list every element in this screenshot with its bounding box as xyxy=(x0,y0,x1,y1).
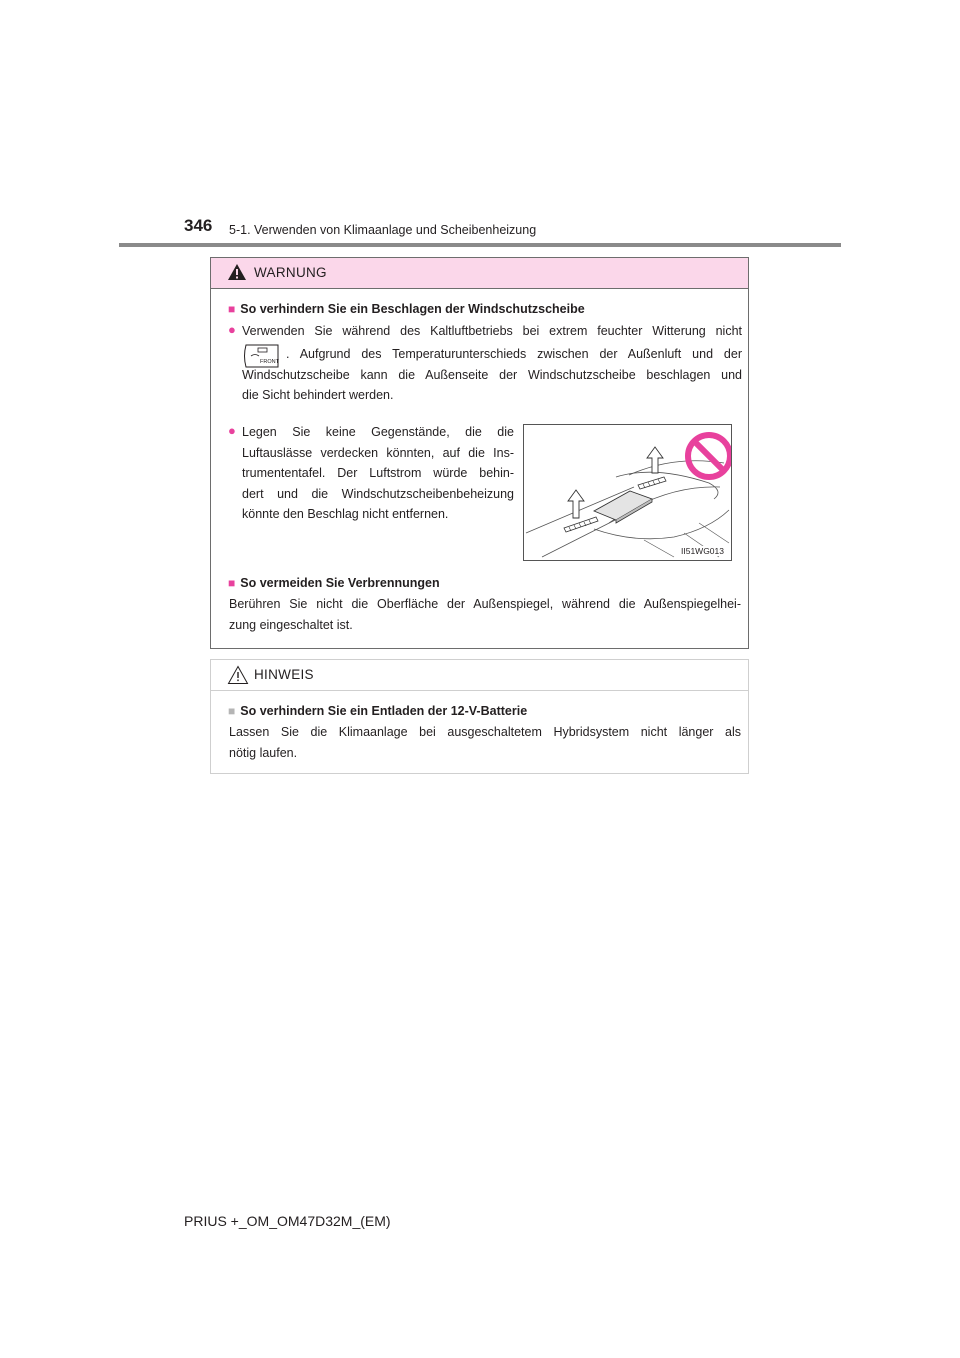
dashboard-illustration xyxy=(523,424,732,561)
bullet2-line5: könnte den Beschlag nicht entfernen. xyxy=(242,507,449,521)
page-number: 346 xyxy=(184,216,213,235)
bullet2-line3: trumententafel. Der Luftstrom würde behin- xyxy=(242,466,514,480)
note-body xyxy=(229,722,741,763)
prohibited-icon xyxy=(688,435,730,477)
warning-triangle-icon xyxy=(227,263,247,281)
illustration-code: II51WG013 xyxy=(681,546,724,556)
warning-section1-title xyxy=(228,302,585,316)
square-bullet-icon: ■ xyxy=(228,302,236,316)
note-box xyxy=(210,659,749,774)
bullet1-line1: Verwenden Sie während des Kaltluftbetriebs bei extrem feuchter Witterung nicht xyxy=(242,324,742,338)
section-title: 5-1. Verwenden von Klimaanlage und Scheibenheizung xyxy=(229,223,537,237)
note-section-title xyxy=(228,704,527,718)
note-title-text: So verhindern Sie ein Entladen der 12-V-Batterie xyxy=(240,704,528,718)
dashboard-drawing xyxy=(524,425,731,560)
blocking-object xyxy=(594,491,652,523)
section2-line1: Berühren Sie nicht die Oberfläche der Außenspiegel, während die Außenspiegelhei- xyxy=(229,597,741,611)
note-line2: nötig laufen. xyxy=(229,745,298,760)
note-line1: Lassen Sie die Klimaanlage bei ausgeschaltetem Hybridsystem nicht länger als xyxy=(229,725,741,739)
bullet-dot-icon: ● xyxy=(228,423,236,438)
warning-label: WARNUNG xyxy=(254,265,327,280)
bullet1-line4: die Sicht behindert werden. xyxy=(242,388,394,402)
section1-title-text: So verhindern Sie ein Beschlagen der Windschutzscheibe xyxy=(240,302,585,316)
bullet-dot-icon: ● xyxy=(228,322,236,337)
warning-bullet1 xyxy=(242,321,742,342)
bullet2-line2: Luftauslässe verdecken könnten, auf die Ins- xyxy=(242,445,514,460)
bullet2-line1: Legen Sie keine Gegenstände, die die xyxy=(242,425,514,439)
warning-header xyxy=(211,258,748,289)
warning-bullet2 xyxy=(242,422,514,525)
square-bullet-icon: ■ xyxy=(228,704,236,718)
note-label: HINWEIS xyxy=(254,667,314,682)
warning-section2-body xyxy=(229,594,741,635)
note-header xyxy=(211,660,748,691)
bullet1-line2: . Aufgrund des Temperaturunterschieds zwischen der Außenluft und der xyxy=(286,347,742,361)
button-icon-text: FRONT xyxy=(260,359,279,365)
caution-triangle-icon xyxy=(227,665,249,685)
warning-box xyxy=(210,257,749,649)
bullet1-line3: Windschutzscheibe kann die Außenseite der Windschutzscheibe beschlagen und xyxy=(242,367,742,382)
footer-doc-code: PRIUS +_OM_OM47D32M_(EM) xyxy=(184,1213,391,1229)
section2-title-text: So vermeiden Sie Verbrennungen xyxy=(240,576,440,590)
warning-section2-title xyxy=(228,576,440,590)
section2-line2: zung eingeschaltet ist. xyxy=(229,617,353,632)
header-rule xyxy=(119,243,841,247)
bullet2-line4: dert und die Windschutzscheibenbeheizung xyxy=(242,486,514,501)
warning-bullet1-rest xyxy=(242,344,742,406)
square-bullet-icon: ■ xyxy=(228,576,236,590)
